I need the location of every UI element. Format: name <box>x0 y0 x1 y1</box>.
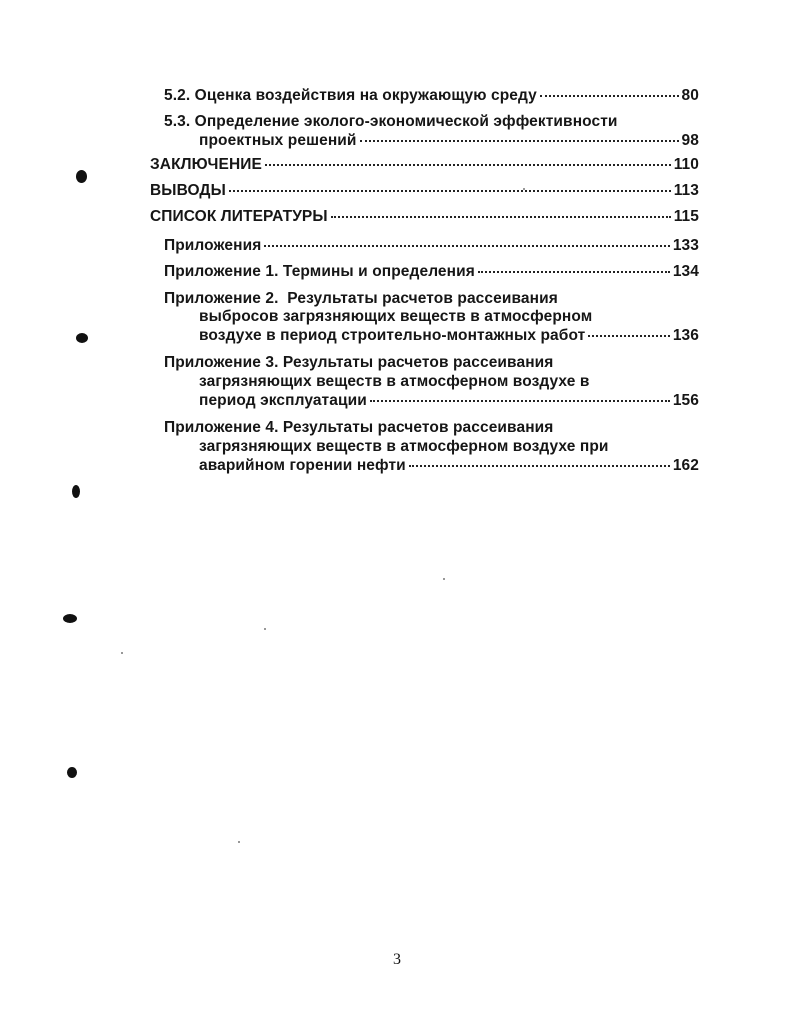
scan-dust <box>264 628 266 630</box>
scan-blot <box>76 333 88 343</box>
toc-entry-page: 98 <box>681 132 699 149</box>
toc-entry-page: 156 <box>672 392 699 409</box>
toc-entry-title: воздухе в период строительно-монтажных работ <box>199 327 586 344</box>
toc-entry-title: 5.2. Оценка воздействия на окружающую среду <box>164 87 537 104</box>
toc-entry-appendices <box>164 236 699 255</box>
scan-dust <box>443 578 445 580</box>
toc-entry-5-3-line1: 5.3. Определение эколого-экономической эффективности <box>164 113 618 130</box>
toc-entry-appendix-1 <box>164 262 699 281</box>
toc-entry-page: 134 <box>672 263 699 280</box>
dot-leader <box>409 464 670 467</box>
dot-leader <box>264 244 669 247</box>
toc-entry-title: аварийном горении нефти <box>199 457 406 474</box>
toc-entry-page: 136 <box>672 327 699 344</box>
dot-leader <box>265 163 671 166</box>
scan-blot <box>67 767 77 778</box>
toc-entry-title: период эксплуатации <box>199 392 367 409</box>
toc-entry-conclusion <box>150 155 699 174</box>
toc-entry-title: СПИСОК ЛИТЕРАТУРЫ <box>150 208 328 225</box>
toc-entry-appendix-3-line2: загрязняющих веществ в атмосферном воздухе в <box>199 373 590 390</box>
toc-entry-appendix-4-line1: Приложение 4. Результаты расчетов рассеивания <box>164 419 554 436</box>
toc-entry-appendix-4-line2: загрязняющих веществ в атмосферном воздухе при <box>199 438 609 455</box>
toc-entry-title: Приложение 1. Термины и определения <box>164 263 475 280</box>
toc-entry-appendix-4 <box>199 456 699 475</box>
dot-leader <box>229 189 671 192</box>
dot-leader <box>370 399 670 402</box>
dot-leader <box>331 215 671 218</box>
toc-entry-5-3 <box>199 131 699 150</box>
toc-entry-page: 133 <box>672 237 699 254</box>
dot-leader <box>540 94 679 97</box>
page-number: 3 <box>393 951 401 968</box>
toc-entry-title: Приложения <box>164 237 262 254</box>
toc-entry-page: 80 <box>681 87 699 104</box>
toc-entry-references <box>150 207 699 226</box>
toc-entry-page: 110 <box>673 156 699 173</box>
toc-entry-5-2 <box>164 86 699 105</box>
toc-entry-page: 162 <box>672 457 699 474</box>
toc-entry-appendix-3 <box>199 391 699 410</box>
scan-blot <box>63 614 77 623</box>
scan-blot <box>76 170 87 183</box>
dot-leader <box>360 139 679 142</box>
dot-leader <box>478 270 670 273</box>
toc-entry-title: ВЫВОДЫ <box>150 182 226 199</box>
toc-entry-appendix-2-line1: Приложение 2. Результаты расчетов рассеивания <box>164 290 558 307</box>
toc-entry-title: проектных решений <box>199 132 357 149</box>
toc-entry-appendix-2-line2: выбросов загрязняющих веществ в атмосферном <box>199 308 593 325</box>
scan-blot <box>72 485 80 498</box>
toc-entry-page: 113 <box>673 182 699 199</box>
scan-dust <box>121 652 123 654</box>
toc-entry-appendix-3-line1: Приложение 3. Результаты расчетов рассеивания <box>164 354 554 371</box>
scan-dust <box>238 841 240 843</box>
toc-entry-findings <box>150 181 699 200</box>
toc-entry-page: 115 <box>673 208 699 225</box>
toc-entry-appendix-2 <box>199 326 699 345</box>
scan-dust <box>523 188 525 190</box>
toc-entry-title: ЗАКЛЮЧЕНИЕ <box>150 156 262 173</box>
dot-leader <box>588 334 670 337</box>
